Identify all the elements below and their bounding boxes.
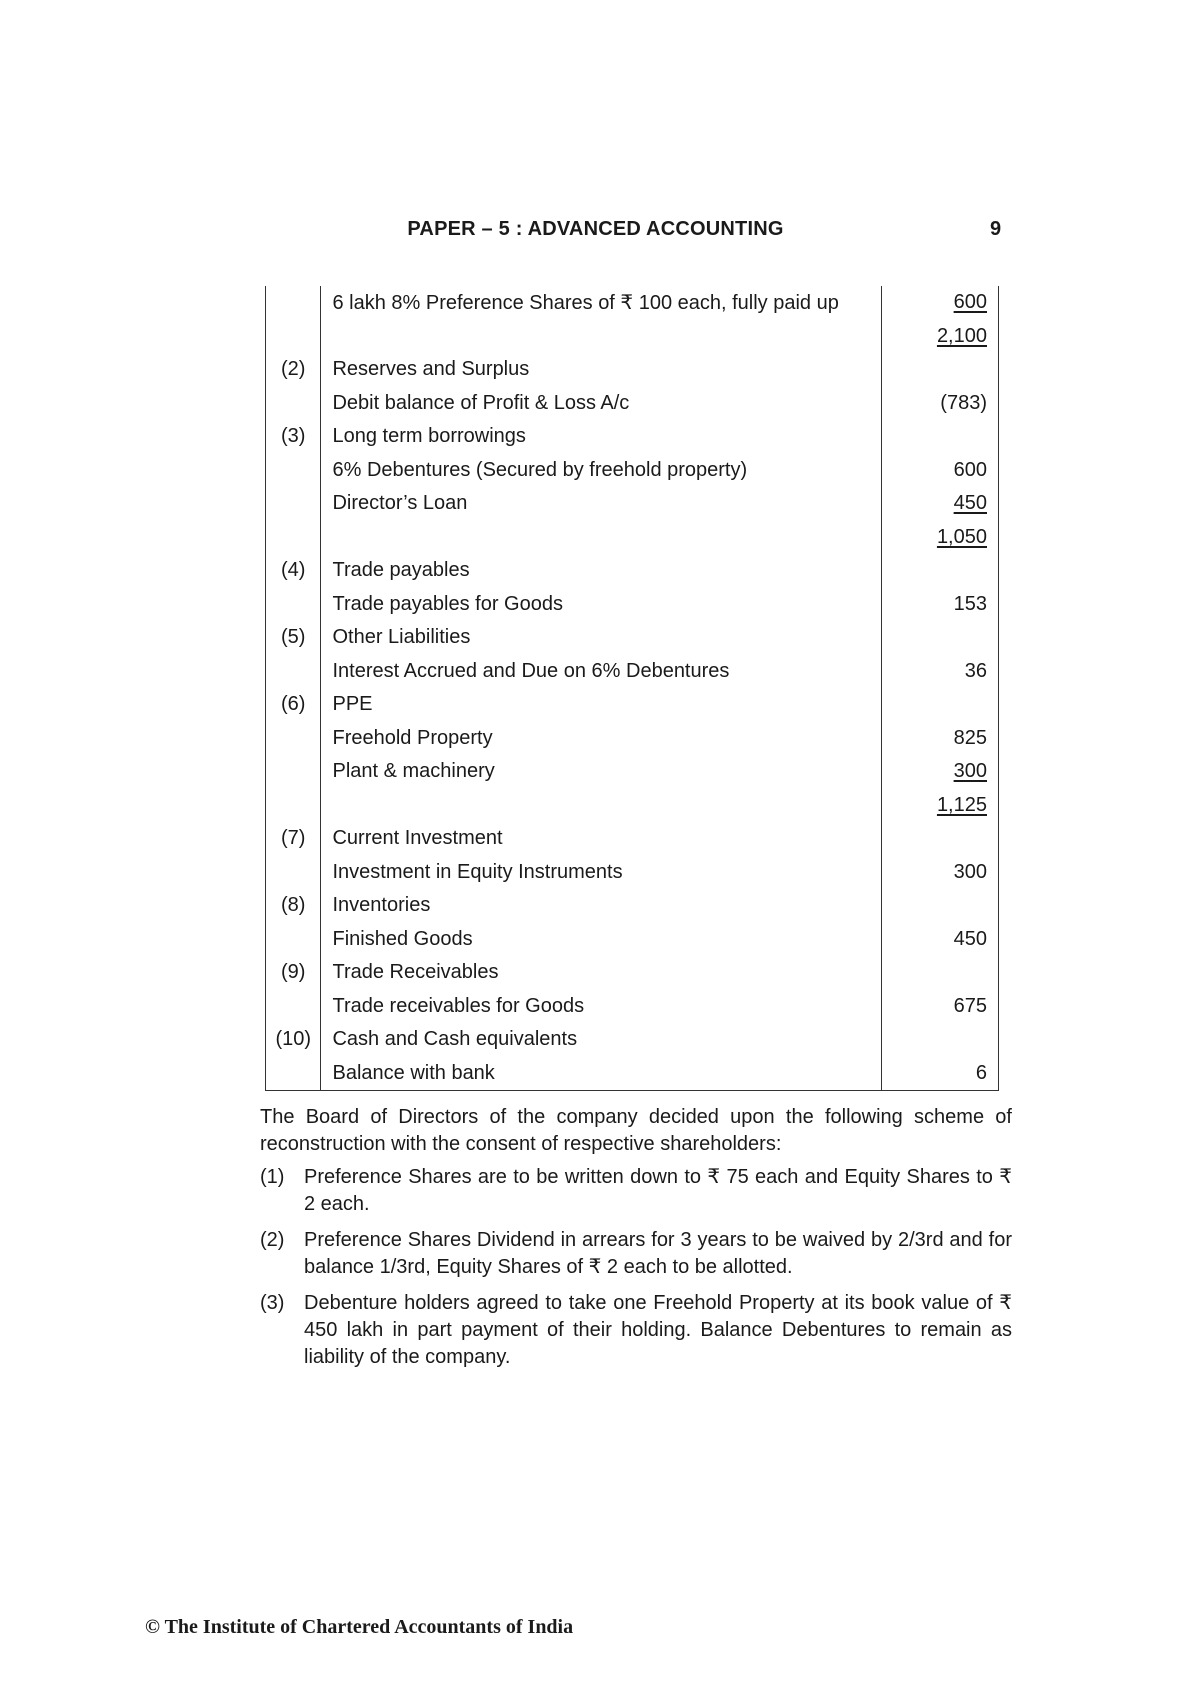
table-row <box>266 487 999 521</box>
table-row <box>266 454 999 488</box>
list-item-number: (1) <box>260 1166 285 1188</box>
note-number <box>266 923 321 957</box>
note-description: 6 lakh 8% Preference Shares of ₹ 100 each, fully paid up <box>321 286 881 320</box>
note-description: Freehold Property <box>321 722 881 756</box>
table-row <box>266 353 999 387</box>
footer-copyright: © The Institute of Chartered Accountants of India <box>145 1616 574 1638</box>
notes-table-body <box>266 286 999 1091</box>
note-amount-cell <box>881 621 999 655</box>
table-row <box>266 923 999 957</box>
table-row <box>266 588 999 622</box>
list-item <box>260 1290 1012 1371</box>
list-item-text: Debenture holders agreed to take one Freehold Property at its book value of ₹ 450 lakh in part payment of their holding. Balance Debentures to remain as liability of the company. <box>304 1292 1012 1368</box>
note-amount-cell <box>881 956 999 990</box>
note-number <box>266 588 321 622</box>
note-description: Finished Goods <box>321 923 881 957</box>
note-amount: 825 <box>953 726 987 749</box>
list-item-number: (2) <box>260 1229 285 1251</box>
note-description: Other Liabilities <box>321 621 881 655</box>
note-number <box>266 655 321 689</box>
list-item-number: (3) <box>260 1292 285 1314</box>
note-amount-cell <box>881 588 999 622</box>
table-row <box>266 320 999 354</box>
scheme-list <box>260 1164 1012 1380</box>
note-amount: 600 <box>953 291 987 314</box>
note-amount: 36 <box>964 659 987 682</box>
note-amount: 300 <box>953 760 987 783</box>
note-number <box>266 487 321 521</box>
note-description: Debit balance of Profit & Loss A/c <box>321 387 881 421</box>
note-amount: (783) <box>940 391 987 414</box>
note-description <box>321 789 881 823</box>
note-description: Trade payables <box>321 554 881 588</box>
note-amount: 153 <box>953 592 987 615</box>
table-row <box>266 889 999 923</box>
note-amount-cell <box>881 320 999 354</box>
note-description: Trade payables for Goods <box>321 588 881 622</box>
table-row <box>266 722 999 756</box>
note-description: Plant & machinery <box>321 755 881 789</box>
note-description: PPE <box>321 688 881 722</box>
note-amount: 1,050 <box>936 525 987 548</box>
note-description: Reserves and Surplus <box>321 353 881 387</box>
note-amount: 600 <box>953 458 987 481</box>
note-number <box>266 387 321 421</box>
note-description: 6% Debentures (Secured by freehold property) <box>321 454 881 488</box>
table-row <box>266 286 999 320</box>
list-item-text: Preference Shares are to be written down to ₹ 75 each and Equity Shares to ₹ 2 each. <box>304 1166 1012 1215</box>
table-row <box>266 688 999 722</box>
note-amount-cell <box>881 286 999 320</box>
note-amount-cell <box>881 923 999 957</box>
note-amount-cell <box>881 454 999 488</box>
note-number <box>266 856 321 890</box>
note-number: (9) <box>266 956 321 990</box>
note-number <box>266 990 321 1024</box>
note-amount: 2,100 <box>936 324 987 347</box>
note-number <box>266 722 321 756</box>
table-row <box>266 554 999 588</box>
note-description: Trade receivables for Goods <box>321 990 881 1024</box>
note-amount: 300 <box>953 860 987 883</box>
note-number: (2) <box>266 353 321 387</box>
table-row <box>266 856 999 890</box>
note-description: Director’s Loan <box>321 487 881 521</box>
note-number: (8) <box>266 889 321 923</box>
note-amount-cell <box>881 789 999 823</box>
note-amount-cell <box>881 688 999 722</box>
note-number <box>266 454 321 488</box>
note-number: (5) <box>266 621 321 655</box>
note-number <box>266 789 321 823</box>
note-amount: 1,125 <box>936 793 987 816</box>
note-amount-cell <box>881 755 999 789</box>
note-amount-cell <box>881 387 999 421</box>
table-row <box>266 420 999 454</box>
note-description: Balance with bank <box>321 1057 881 1091</box>
note-amount-cell <box>881 1023 999 1057</box>
note-number: (4) <box>266 554 321 588</box>
note-description: Trade Receivables <box>321 956 881 990</box>
table-row <box>266 521 999 555</box>
note-amount: 450 <box>953 492 987 515</box>
note-description: Current Investment <box>321 822 881 856</box>
table-row <box>266 822 999 856</box>
note-number <box>266 521 321 555</box>
table-row <box>266 990 999 1024</box>
note-amount: 450 <box>953 927 987 950</box>
note-number: (7) <box>266 822 321 856</box>
note-description: Investment in Equity Instruments <box>321 856 881 890</box>
list-item <box>260 1164 1012 1218</box>
table-row <box>266 755 999 789</box>
note-number: (6) <box>266 688 321 722</box>
note-description <box>321 521 881 555</box>
table-row <box>266 1057 999 1091</box>
intro-paragraph: The Board of Directors of the company decided upon the following scheme of reconstruction with the consent of respective shareholders: <box>260 1106 1012 1155</box>
list-item <box>260 1227 1012 1281</box>
page-title: PAPER – 5 : ADVANCED ACCOUNTING <box>407 218 784 240</box>
table-row <box>266 387 999 421</box>
note-amount: 6 <box>975 1061 987 1084</box>
note-amount-cell <box>881 856 999 890</box>
note-amount-cell <box>881 1057 999 1091</box>
note-number <box>266 755 321 789</box>
note-amount-cell <box>881 487 999 521</box>
note-amount-cell <box>881 554 999 588</box>
table-row <box>266 655 999 689</box>
note-amount-cell <box>881 722 999 756</box>
note-amount: 675 <box>953 994 987 1017</box>
notes-table <box>265 286 999 1091</box>
note-number: (10) <box>266 1023 321 1057</box>
note-amount-cell <box>881 420 999 454</box>
note-amount-cell <box>881 353 999 387</box>
note-description: Interest Accrued and Due on 6% Debentures <box>321 655 881 689</box>
table-row <box>266 789 999 823</box>
table-row <box>266 1023 999 1057</box>
table-row <box>266 956 999 990</box>
note-number <box>266 286 321 320</box>
list-item-text: Preference Shares Dividend in arrears for 3 years to be waived by 2/3rd and for balance 1/3rd, Equity Shares of ₹ 2 each to be allotted. <box>304 1229 1012 1278</box>
note-description: Long term borrowings <box>321 420 881 454</box>
note-description <box>321 320 881 354</box>
table-row <box>266 621 999 655</box>
note-amount-cell <box>881 990 999 1024</box>
note-number <box>266 320 321 354</box>
page-number: 9 <box>990 218 1002 240</box>
note-number: (3) <box>266 420 321 454</box>
note-description: Inventories <box>321 889 881 923</box>
note-amount-cell <box>881 655 999 689</box>
note-amount-cell <box>881 521 999 555</box>
note-amount-cell <box>881 889 999 923</box>
note-amount-cell <box>881 822 999 856</box>
note-description: Cash and Cash equivalents <box>321 1023 881 1057</box>
note-number <box>266 1057 321 1091</box>
